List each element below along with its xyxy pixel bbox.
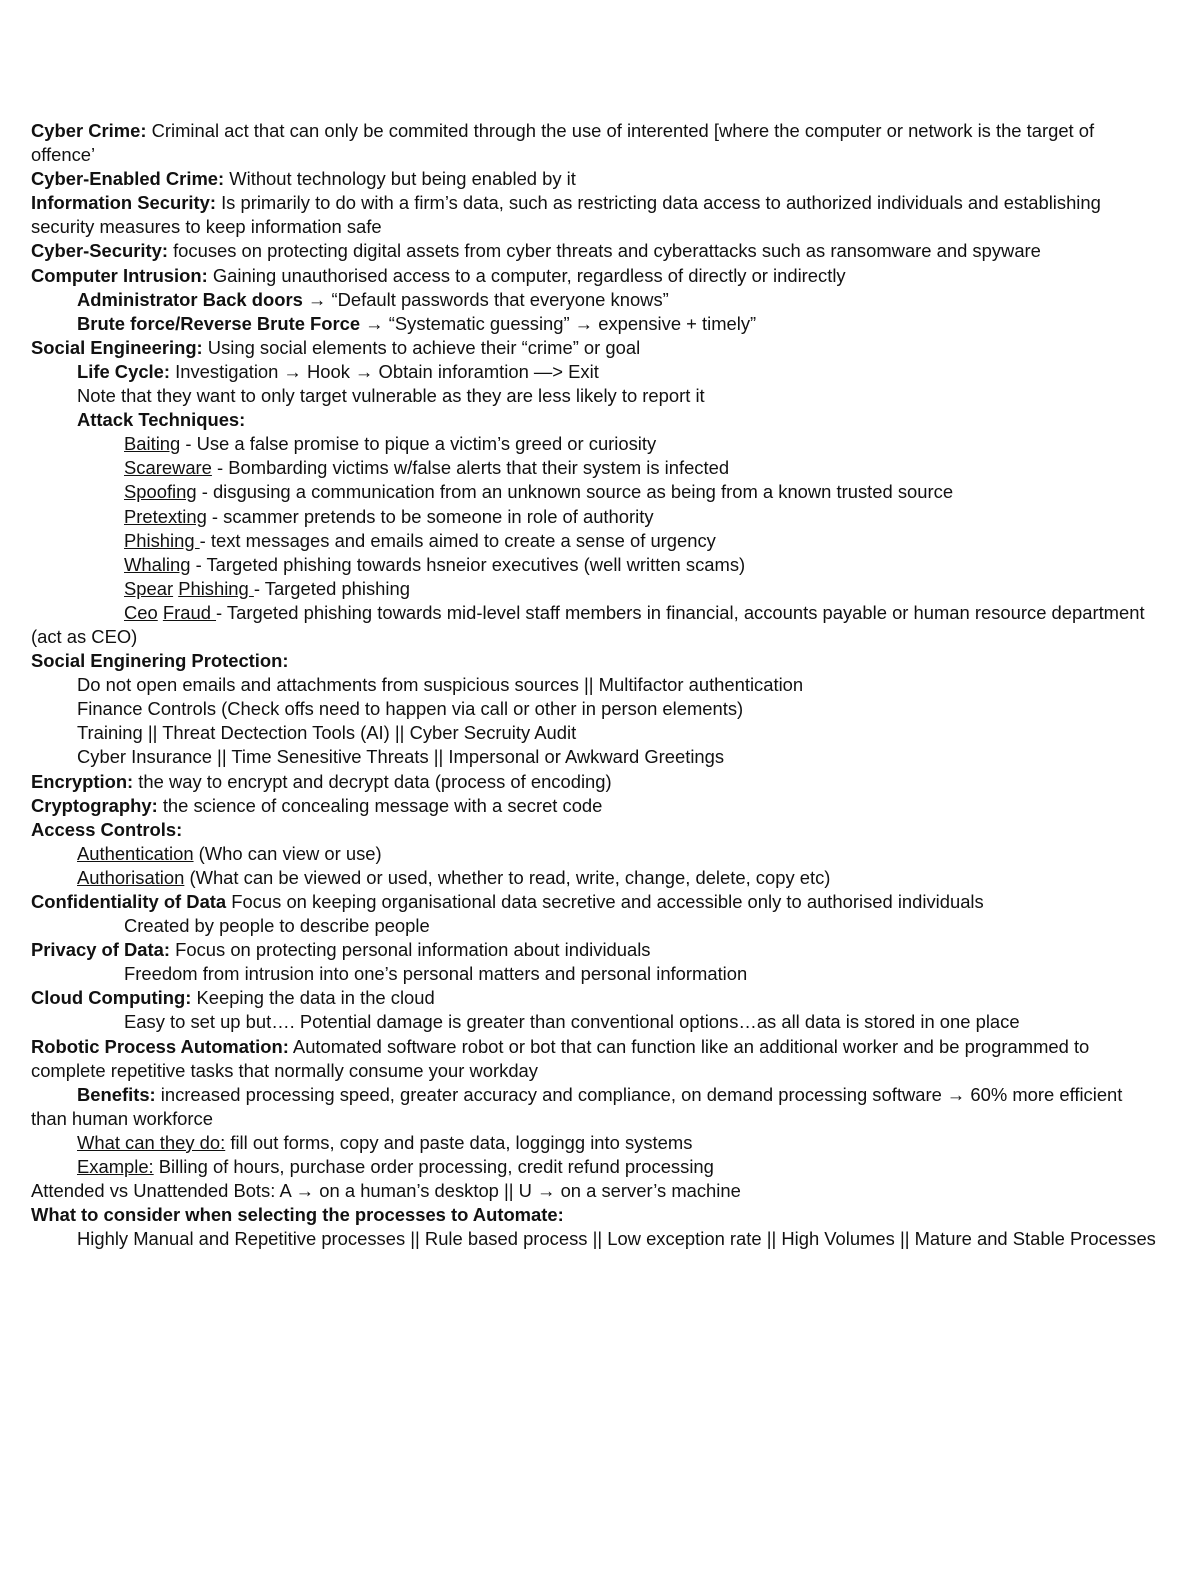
technique-desc: - Targeted phishing (253, 577, 410, 599)
technique-phishing (31, 529, 1160, 553)
technique-ceo-fraud (31, 601, 1160, 649)
rpa-example (31, 1155, 1160, 1179)
definition-text: Automated software robot or bot that can function like an additional worker and be programmed to complete repetitive tasks that normally consume your workday (31, 1035, 1090, 1081)
definition-text: Investigation → Hook → Obtain inforamtion —> Exit (170, 360, 599, 382)
term: Social Engineering: (31, 336, 203, 358)
definition-text: Without technology but being enabled by it (224, 168, 576, 190)
cloud-sub: Easy to set up but…. Potential damage is greater than conventional options…as all data is stored in one place (124, 1011, 1020, 1033)
technique-name: Scareware (124, 457, 212, 479)
definition-text: the science of concealing message with a secret code (157, 794, 603, 816)
definition-social-engineering (31, 336, 1160, 360)
term: Cryptography: (31, 794, 158, 816)
definition-text: Is primarily to do with a firm’s data, such as restricting data access to authorized individuals and establishing security measures to keep information safe (31, 192, 1101, 238)
technique-desc: - disgusing a communication from an unknown source as being from a known trusted source (196, 481, 954, 503)
term: Information Security: (31, 192, 216, 214)
protection-line: Cyber Insurance || Time Senesitive Threats || Impersonal or Awkward Greetings (77, 746, 725, 768)
technique-desc: - text messages and emails aimed to create a sense of urgency (199, 529, 716, 551)
technique-name: Phishing (124, 529, 200, 551)
technique-name: Whaling (124, 553, 191, 575)
definition-cyber-enabled-crime (31, 167, 1160, 191)
term: What can they do: (77, 1131, 226, 1153)
term: Benefits: (77, 1083, 156, 1105)
technique-name: Pretexting (124, 505, 207, 527)
term: What to consider when selecting the processes to Automate: (31, 1204, 564, 1226)
technique-desc: - scammer pretends to be someone in role of authority (206, 505, 654, 527)
attack-techniques-heading (31, 408, 1160, 432)
definition-information-security (31, 191, 1160, 239)
brute-force (31, 312, 1160, 336)
definition-text: Keeping the data in the cloud (191, 987, 435, 1009)
access-controls-heading (31, 818, 1160, 842)
term: Encryption: (31, 770, 134, 792)
definition-text: the way to encrypt and decrypt data (process of encoding) (133, 770, 612, 792)
rpa-benefits (31, 1083, 1160, 1131)
definition-cyber-crime (31, 119, 1160, 167)
authorisation (31, 866, 1160, 890)
definition-cloud-computing (31, 986, 1160, 1010)
term: Administrator Back doors (77, 288, 303, 310)
technique-desc: - Targeted phishing towards mid-level staff members in financial, accounts payable or human resource department (act as CEO) (31, 601, 1145, 647)
definition-rpa (31, 1035, 1160, 1083)
definition-text: Criminal act that can only be commited through the use of interented [where the computer or network is the target of offence’ (31, 120, 1095, 166)
term: Access Controls: (31, 818, 183, 840)
term: Computer Intrusion: (31, 264, 208, 286)
note-target: Note that they want to only target vulnerable as they are less likely to report it (77, 385, 705, 407)
protection-heading (31, 649, 1160, 673)
definition-confidentiality (31, 890, 1160, 914)
term: Brute force/Reverse Brute Force (77, 312, 361, 334)
authentication (31, 842, 1160, 866)
definition-text: focuses on protecting digital assets from cyber threats and cyberattacks such as ransomware and spyware (167, 240, 1041, 262)
term: Confidentiality of Data (31, 891, 227, 912)
definition-cyber-security (31, 239, 1160, 263)
technique-name: Baiting (124, 433, 181, 455)
technique-spear-phishing (31, 577, 1160, 601)
technique-scareware (31, 456, 1160, 480)
technique-pretexting (31, 505, 1160, 529)
term: Cyber Crime: (31, 120, 147, 141)
protection-line: Do not open emails and attachments from suspicious sources || Multifactor authentication (77, 674, 804, 696)
definition-text: Gaining unauthorised access to a computer, regardless of directly or indirectly (207, 264, 846, 286)
definition-text: → “Systematic guessing” → expensive + timely” (360, 312, 757, 334)
definition-text: fill out forms, copy and paste data, loggingg into systems (225, 1131, 693, 1153)
definition-text: increased processing speed, greater accuracy and compliance, on demand processing software → 60% more efficient than human workforce (31, 1083, 1123, 1129)
definition-encryption (31, 770, 1160, 794)
definition-text: (What can be viewed or used, whether to read, write, change, delete, copy etc) (184, 866, 831, 888)
technique-spoofing (31, 480, 1160, 504)
privacy-sub: Freedom from intrusion into one’s personal matters and personal information (124, 963, 748, 985)
protection-line: Training || Threat Dectection Tools (AI) || Cyber Secruity Audit (77, 722, 577, 744)
term: Cyber-Security: (31, 240, 168, 262)
term: Privacy of Data: (31, 939, 171, 961)
definition-text: (Who can view or use) (193, 842, 382, 864)
attended-vs-unattended-bots: Attended vs Unattended Bots: A → on a human’s desktop || U → on a server’s machine (31, 1180, 741, 1202)
technique-name: Phishing (178, 577, 254, 599)
technique-name: Fraud (162, 601, 217, 623)
rpa-what-can-they-do (31, 1131, 1160, 1155)
life-cycle (31, 360, 1160, 384)
technique-whaling (31, 553, 1160, 577)
definition-computer-intrusion (31, 264, 1160, 288)
definition-text: Billing of hours, purchase order processing, credit refund processing (153, 1156, 714, 1178)
definition-text: Focus on protecting personal information about individuals (170, 939, 651, 961)
term: Life Cycle: (77, 360, 171, 382)
definition-privacy (31, 938, 1160, 962)
technique-desc: - Bombarding victims w/false alerts that their system is infected (211, 457, 730, 479)
confidentiality-sub: Created by people to describe people (124, 915, 430, 937)
technique-name: Ceo (124, 601, 158, 623)
technique-name: Spear (124, 577, 174, 599)
term: Cyber-Enabled Crime: (31, 168, 225, 190)
technique-name: Spoofing (124, 481, 197, 503)
term: Authorisation (77, 866, 185, 888)
term: Authentication (77, 842, 194, 864)
what-to-consider-heading (31, 1203, 1160, 1227)
definition-text: Focus on keeping organisational data secretive and accessible only to authorised individuals (226, 891, 984, 912)
definition-text: Using social elements to achieve their “crime” or goal (202, 336, 641, 358)
definition-text: → “Default passwords that everyone knows” (302, 288, 669, 310)
what-to-consider-text: Highly Manual and Repetitive processes || Rule based process || Low exception rate || High Volumes || Mature and Stable Processes (77, 1228, 1156, 1250)
term: Attack Techniques: (77, 409, 246, 431)
term: Robotic Process Automation: (31, 1035, 289, 1057)
technique-desc: - Targeted phishing towards hsneior executives (well written scams) (190, 553, 746, 575)
technique-baiting (31, 432, 1160, 456)
term: Social Enginering Protection: (31, 650, 289, 672)
protection-line: Finance Controls (Check offs need to happen via call or other in person elements) (77, 698, 744, 720)
definition-cryptography (31, 794, 1160, 818)
term: Cloud Computing: (31, 987, 192, 1009)
admin-backdoors (31, 288, 1160, 312)
term: Example: (77, 1156, 154, 1178)
technique-desc: - Use a false promise to pique a victim’s greed or curiosity (180, 433, 657, 455)
